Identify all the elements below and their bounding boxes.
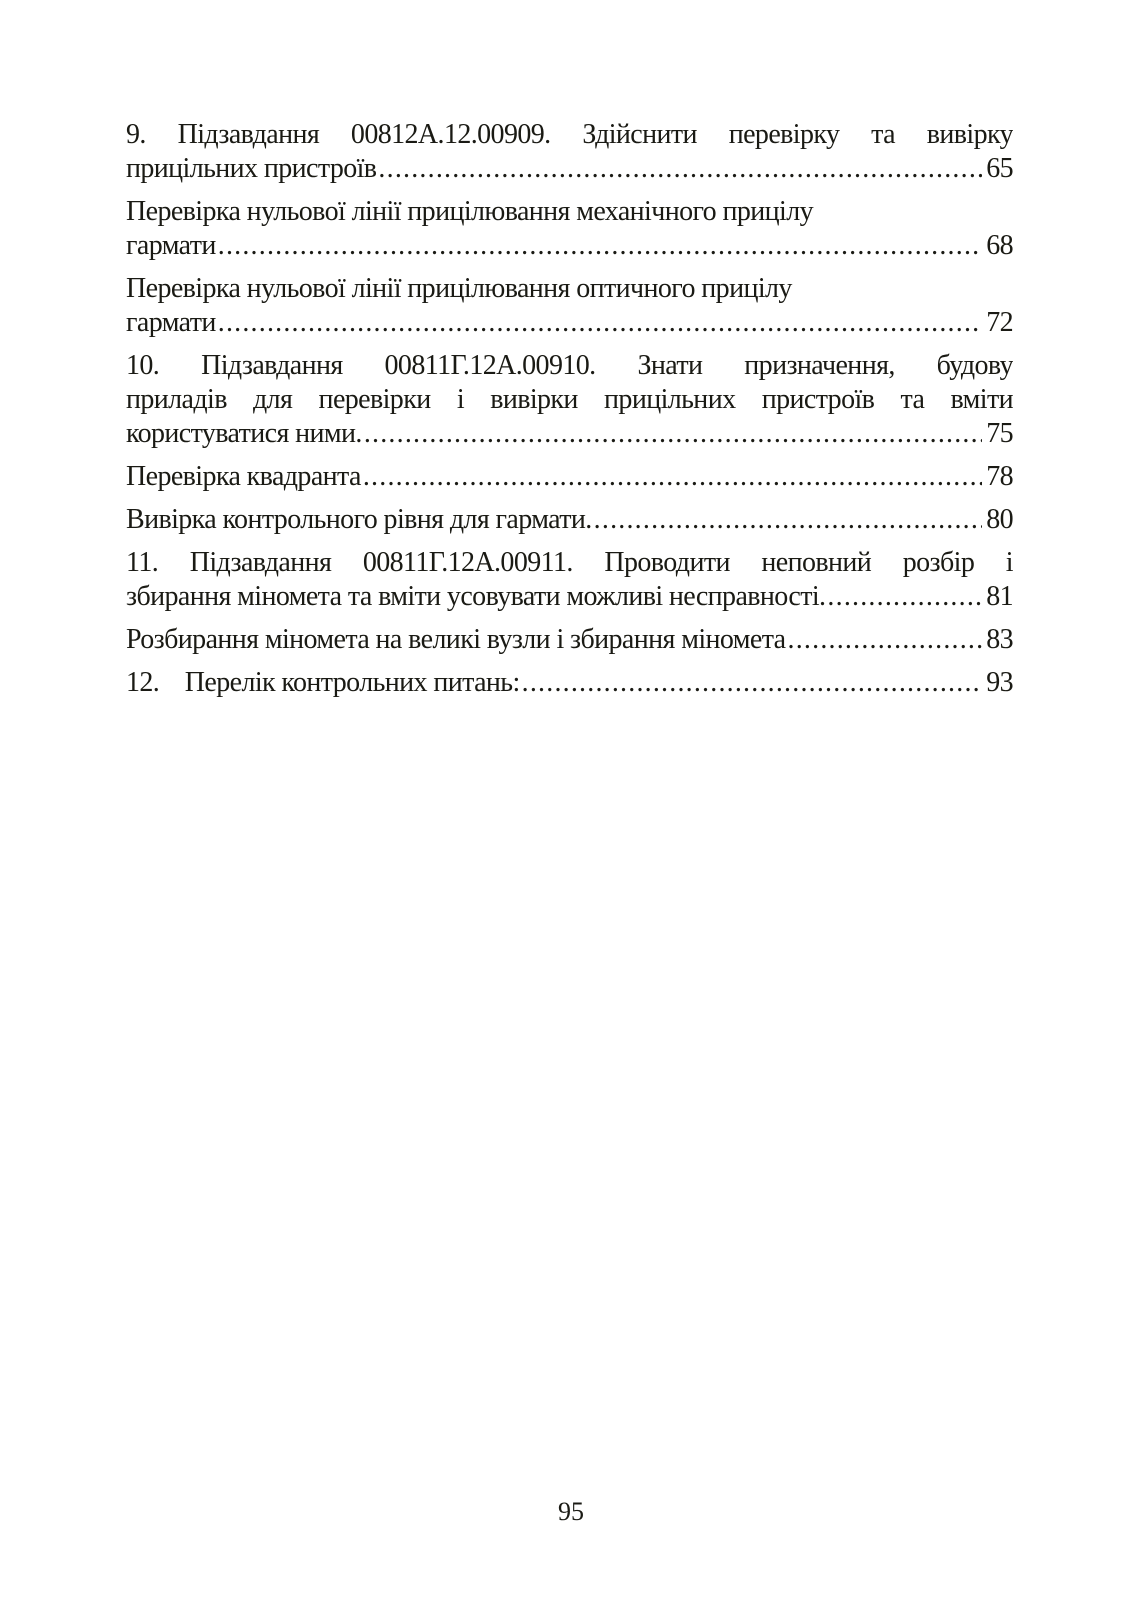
toc-entry-text: приладів для перевірки і вивірки прицільних пристроїв та вміти — [126, 384, 1013, 415]
toc-entry[interactable] — [126, 349, 1013, 451]
toc-entry[interactable] — [126, 460, 1013, 494]
dot-leader — [218, 229, 982, 263]
dot-leader — [218, 306, 982, 340]
dot-leader — [827, 580, 982, 614]
toc-page-number: 75 — [986, 418, 1013, 449]
toc-page-number: 80 — [986, 504, 1013, 535]
toc-page-number: 72 — [986, 307, 1013, 338]
table-of-contents — [126, 118, 1013, 709]
toc-entry-text: 10. Підзавдання 00811Г.12А.00910. Знати призначення, будову — [126, 350, 1013, 381]
dot-leader — [788, 623, 983, 657]
toc-entry-text: 12. Перелік контрольних питань: — [126, 667, 520, 698]
toc-entry[interactable] — [126, 623, 1013, 657]
dot-leader — [522, 666, 983, 700]
toc-entry-text: Перевірка нульової лінії прицілювання механічного прицілу — [126, 196, 813, 227]
toc-page-number: 78 — [986, 461, 1013, 492]
toc-entry-leader-line — [126, 152, 1013, 186]
toc-page-number: 68 — [986, 230, 1013, 261]
toc-entry-text: 11. Підзавдання 00811Г.12А.00911. Проводити неповний розбір і — [126, 547, 1013, 578]
toc-page-number: 81 — [986, 581, 1013, 612]
toc-page-number: 83 — [986, 624, 1013, 655]
toc-entry-text: прицільних пристроїв — [126, 153, 377, 184]
toc-entry-leader-line — [126, 306, 1013, 340]
toc-entry-text: Перевірка квадранта — [126, 461, 361, 492]
toc-entry[interactable] — [126, 195, 1013, 263]
toc-entry-text: Вивірка контрольного рівня для гармати. — [126, 504, 592, 535]
toc-entry-text: Перевірка нульової лінії прицілювання оптичного прицілу — [126, 273, 792, 304]
toc-entry-text: користуватися ними. — [126, 418, 362, 449]
toc-entry-text: гармати — [126, 230, 216, 261]
toc-entry-text: збирання міномета та вміти усовувати можливі несправності. — [126, 581, 826, 612]
toc-entry-leader-line — [126, 623, 1013, 657]
toc-entry[interactable] — [126, 503, 1013, 537]
dot-leader — [364, 417, 982, 451]
toc-page-number: 65 — [986, 153, 1013, 184]
toc-entry[interactable] — [126, 118, 1013, 186]
toc-entry-leader-line — [126, 580, 1013, 614]
toc-entry-leader-line — [126, 229, 1013, 263]
toc-entry[interactable] — [126, 546, 1013, 614]
toc-entry-leader-line — [126, 460, 1013, 494]
toc-entry-text: гармати — [126, 307, 216, 338]
toc-entry[interactable] — [126, 272, 1013, 340]
toc-entry-text: 9. Підзавдання 00812А.12.00909. Здійснити перевірку та вивірку — [126, 119, 1013, 150]
toc-entry[interactable] — [126, 666, 1013, 700]
dot-leader — [594, 503, 983, 537]
page-number: 95 — [558, 1497, 584, 1526]
toc-entry-leader-line — [126, 666, 1013, 700]
toc-page-number: 93 — [986, 667, 1013, 698]
toc-entry-leader-line — [126, 503, 1013, 537]
toc-entry-leader-line — [126, 417, 1013, 451]
dot-leader — [378, 152, 982, 186]
toc-entry-text: Розбирання міномета на великі вузли і збирання міномета — [126, 624, 786, 655]
dot-leader — [363, 460, 982, 494]
